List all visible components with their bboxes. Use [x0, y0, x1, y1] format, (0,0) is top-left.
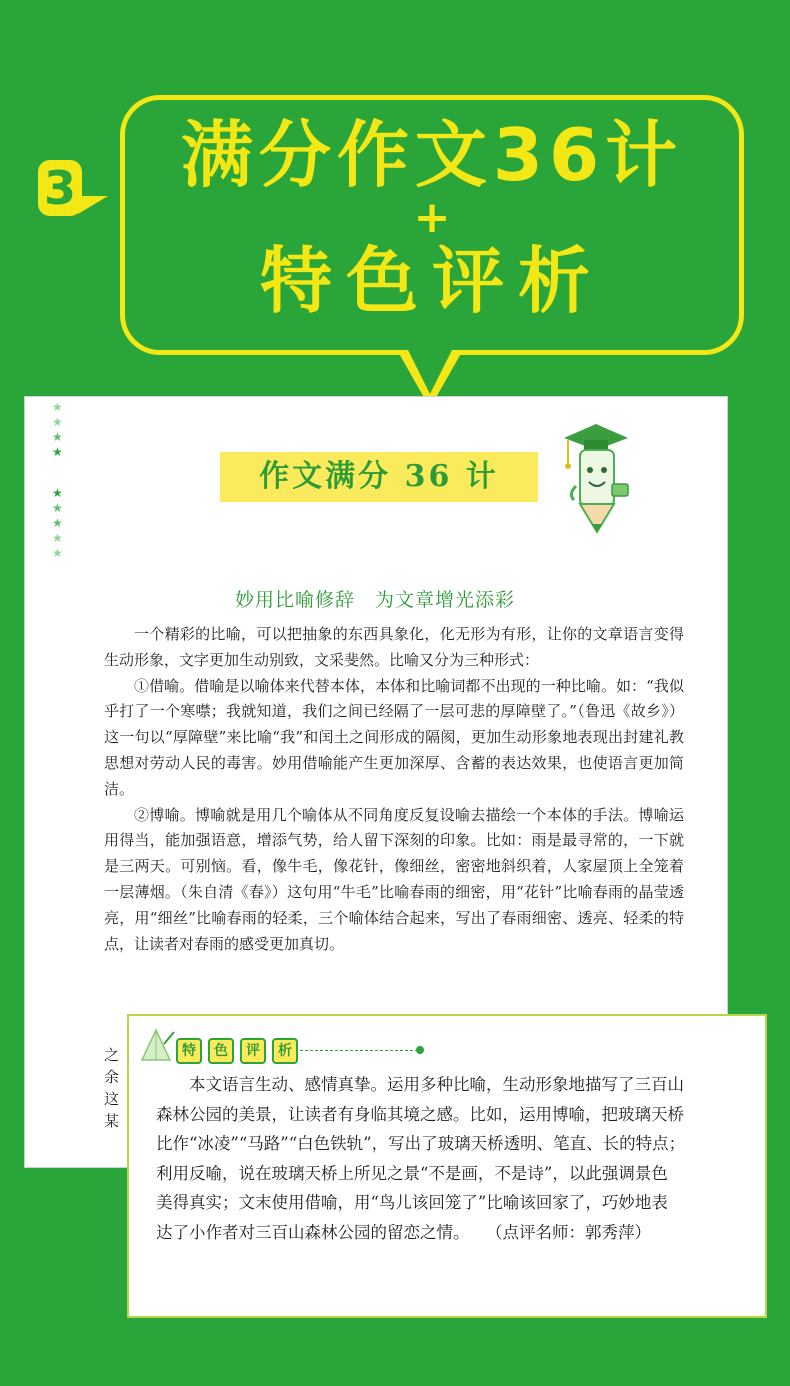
article-subtitle: 妙用比喻修辞 为文章增光添彩 — [234, 589, 515, 611]
article-body — [104, 622, 684, 957]
review-line: 美得真实；文末使用借喻，用“鸟儿该回笼了”比喻该回家了，巧妙地表 — [156, 1193, 668, 1212]
paragraph-metaphor-1: ①借喻。借喻是以喻体来代替本体，本体和比喻词都不出现的一种比喻。如：“我似乎打了一个寒噤；我就知道，我们之间已经隔了一层可悲的厚障壁了。”（鲁迅《故乡》）这一句以“厚障壁”来比喻“我”和闰土之间形成的隔阂，更加生动形象地表现出封建礼教思想对劳动人民的毒害。妙用借喻能产生更加深厚、含蓄的表达效果，也使语言更加简洁。 — [104, 676, 684, 798]
star-icon: ★ — [52, 430, 63, 444]
number-badge: 3 — [38, 160, 82, 216]
pencil-mascot-icon — [556, 420, 636, 536]
tag-divider-dot — [416, 1046, 424, 1054]
star-icon: ★ — [52, 546, 63, 560]
bubble-tail-fill — [404, 342, 456, 394]
star-icon: ★ — [52, 516, 63, 530]
paragraph-intro: 一个精彩的比喻，可以把抽象的东西具象化，化无形为有形，让你的文章语言变得生动形象，文字更加生动别致，文采斐然。比喻又分为三种形式： — [104, 625, 684, 669]
text-fragment: 之 — [104, 1046, 120, 1064]
review-tag: 色 — [208, 1038, 234, 1064]
headline-plus: + — [413, 192, 451, 243]
review-tag-group — [176, 1038, 298, 1064]
headline-line-2: 特色评析 — [259, 239, 604, 323]
pencil-leaf-icon — [136, 1024, 176, 1064]
review-line: 本文语言生动、感情真挚。运用多种比喻，生动形象地描写了三百山 — [156, 1075, 684, 1094]
badge-tail — [78, 196, 108, 214]
review-line: 利用反喻，说在玻璃天桥上所见之景“不是画，不是诗”，以此强调景色 — [156, 1163, 668, 1183]
review-line: 比作“冰凌”“马路”“白色铁轨”，写出了玻璃天桥透明、笔直、长的特点； — [156, 1134, 686, 1153]
covered-text-fragments — [104, 1044, 126, 1132]
star-icon: ★ — [52, 531, 63, 545]
tag-divider — [300, 1050, 418, 1051]
review-tag: 析 — [272, 1038, 298, 1064]
star-icon: ★ — [52, 445, 63, 459]
text-fragment: 某 — [104, 1112, 120, 1130]
star-icon: ★ — [52, 400, 63, 414]
star-column-bottom — [52, 486, 63, 561]
review-tag: 特 — [176, 1038, 202, 1064]
star-icon: ★ — [52, 486, 63, 500]
review-line: 森林公园的美景，让读者有身临其境之感。比如，运用博喻，把玻璃天桥 — [156, 1104, 684, 1124]
review-tag: 评 — [240, 1038, 266, 1064]
headline-line-1: 满分作文36计 — [180, 113, 684, 197]
star-icon: ★ — [52, 501, 63, 515]
star-column-top — [52, 400, 63, 460]
review-line: 达了小作者对三百山森林公园的留恋之情。 （点评名师：郭秀萍） — [156, 1222, 651, 1242]
text-fragment: 余 — [104, 1068, 120, 1086]
text-fragment: 这 — [104, 1090, 120, 1108]
star-icon: ★ — [52, 415, 63, 429]
paragraph-metaphor-2: ②博喻。博喻就是用几个喻体从不同角度反复设喻去描绘一个本体的手法。博喻运用得当，能加强语意，增添气势，给人留下深刻的印象。比如：雨是最寻常的，一下就是三两天。可别恼。看，像牛毛，像花针，像细丝，密密地斜织着，人家屋顶上全笼着一层薄烟。（朱自清《春》）这句用“牛毛”比喻春雨的细密，用“花针”比喻春雨的晶莹透亮，用“细丝”比喻春雨的轻柔，三个喻体结合起来，写出了春雨细密、透亮、轻柔的特点，让读者对春雨的感受更加真切。 — [104, 805, 684, 953]
review-text — [156, 1070, 776, 1270]
section-banner: 作文满分 36 计 — [220, 452, 538, 502]
